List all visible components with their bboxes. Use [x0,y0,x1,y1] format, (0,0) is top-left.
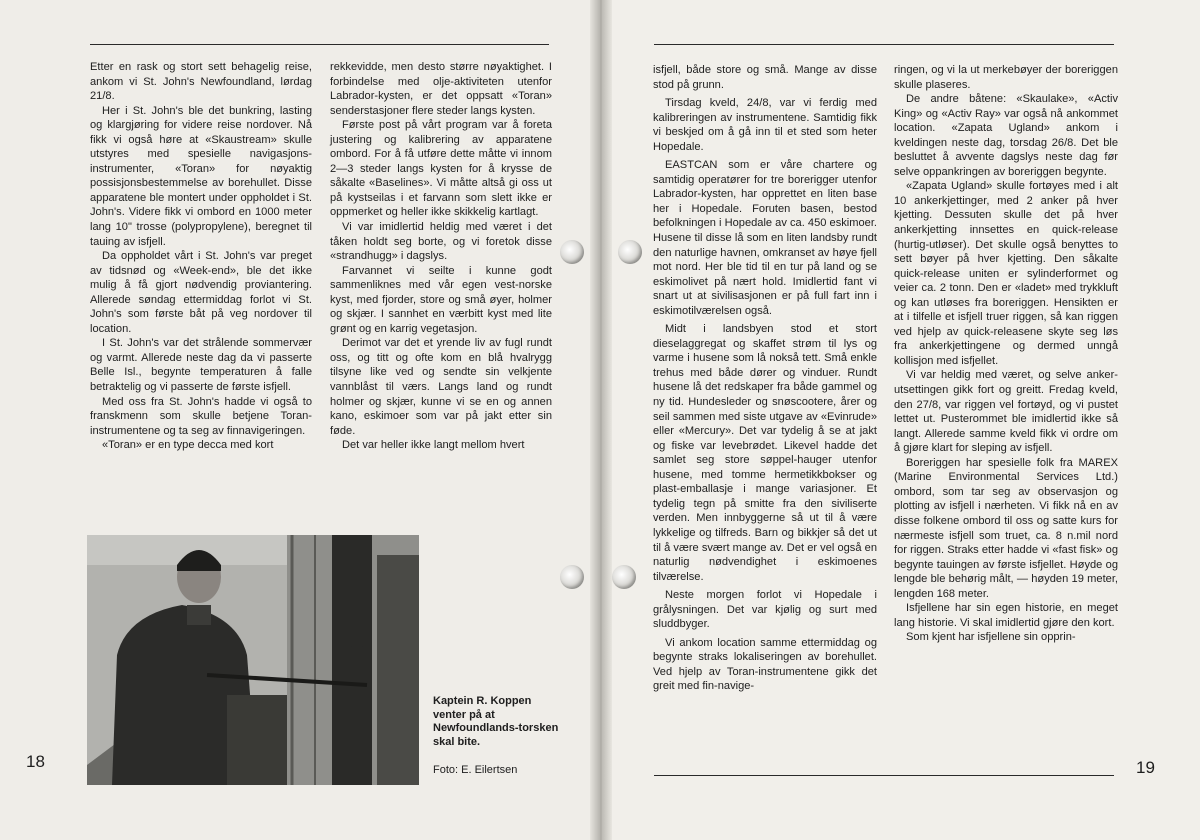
paragraph: ringen, og vi la ut merkebøyer der boreriggen skulle plaseres. [894,64,1118,91]
binding-hole-icon [560,240,584,264]
photo-illustration [87,535,419,785]
paragraph: Vi var imidlertid heldig med været i det tåken holdt seg borte, og vi foretok disse «strandhugg» i dagslys. [330,221,552,263]
paragraph: Da oppholdet vårt i St. John's var preget av tidsnød og «Week-end», ble det ikke mulig å få gjort nødvendig proviantering. Allerede søndag ettermiddag forlot vi St. John's som første båt på veg nordover til location. [90,250,312,335]
paragraph: Boreriggen har spesielle folk fra MAREX (Marine Environmental Services Ltd.) ombord, som tar seg av observasjon og plotting av isfjell i nærheten. Vi fikk nå en av disse folkene ombord til oss og satte kurs for nærmeste isfjell som truet, ca. 8 n.mil nord for riggen. Straks etter hadde vi «fast fisk» og begynte tauingen av første isfjellet. Høyde og lengde ble behørig målt, — høyden 19 meter, lengden 168 meter. [894,456,1118,600]
paragraph: Derimot var det et yrende liv av fugl rundt oss, og titt og ofte kom en blå hvalrygg tilsyne like ved og sendte sin velkjente vannblåst til værs. Langs land og rundt holmer og skjær, kunne vi se en og annen kano, eskimoer som var på jakt etter sin føde. [330,337,552,437]
paragraph: Vi ankom location samme ettermiddag og begynte straks lokaliseringen av borehullet. Ved hjelp av Toran-instrumentene gikk det greit med fin-navige- [653,636,877,693]
photo-credit: Foto: E. Eilertsen [433,764,518,776]
binding-gutter [590,0,612,840]
paragraph: Det var heller ikke langt mellom hvert [342,439,525,452]
paragraph: isfjell, både store og små. Mange av disse stod på grunn. [653,64,877,91]
paragraph: Her i St. John's ble det bunkring, lasting og klargjøring for videre reise nordover. Nå fikk vi også høre at «Skaustream» skulle utstyres med spesielle navigasjons-instrumenter, «Toran» for nøyaktig possisjonsbestemmelse av borehullet. Disse apparatene ble montert under oppholdet i St. John's. Videre fikk vi ombord en 1000 meter lang 10" trosse (polypropylene), beregnet til tauing av isfjell. [90,104,312,248]
paragraph: Som kjent har isfjellene sin opprin- [906,631,1076,644]
paragraph: Neste morgen forlot vi Hopedale i grålysningen. Det var kjølig og surt med sluddbyger. [653,589,877,631]
right-column-1 [653,63,877,694]
left-column-2 [330,60,552,453]
right-column-2 [894,63,1118,645]
photo-caption: Kaptein R. Koppen venter på at Newfoundlands-torsken skal bite. [433,695,559,748]
paragraph: Etter en rask og stort sett behagelig reise, ankom vi St. John's Newfoundland, lørdag 21/8. [90,61,312,103]
page-number: 18 [26,752,45,771]
paragraph: «Zapata Ugland» skulle fortøyes med i alt 10 ankerkjettinger, med 2 anker på hver kjetting. Dessuten skulle det på hver ankerkjetting innsettes en quick-release (hurtig-utløser). Det skulle også benyttes to sett bøyer på hver kjetting. Den såkalte quick-release uniten er sylinderformet og veier ca. 2 tonn. Den er «ladet» med trykkluft og kan utløses fra boreriggen. Hensikten er at i tilfelle et isfjell truer riggen, så kan riggen ved hjelp av quick-releasene skyte seg løs fra ankerkjettingene og dermed unngå kollisjon med isfjellet. [894,180,1118,367]
paragraph: I St. John's var det strålende sommervær og varmt. Allerede neste dag da vi passerte Belle Isl., begynte temperaturen å falle betraktelig og vi passerte de første isfjell. [90,337,312,394]
paragraph: Med oss fra St. John's hadde vi også to franskmenn som skulle betjene Toran-instrumentene og ta seg av finnavigeringen. [90,395,312,437]
paragraph: Farvannet vi seilte i kunne godt sammenliknes med vår egen vest-norske kyst, med fjorder, store og små øyer, holmer og skjær. I sannhet en værbitt kyst med lite grønt og en karrig vegetasjon. [330,264,552,335]
paragraph: De andre båtene: «Skaulake», «Activ King» og «Activ Ray» var også nå ankommet location. «Zapata Ugland» ankom i kveldingen neste dag, torsdag 26/8. Det ble besluttet å avvente dagslys neste dag før selve oppankringen av boreriggen begynte. [894,93,1118,178]
paragraph: Midt i landsbyen stod et stort dieselaggregat og skaffet strøm til lys og varme i husene som lå nokså tett. Små enkle trehus med både dører og vinduer. Rundt husene lå det redskaper fra både gammel og ny tid. Hundesleder og snøscootere, årer og seil sammen med siste utgave av «Evinrude» eller «Mercury». Det var tydelig å se at jakt og fiske var levebrødet. Likevel hadde det samlet seg store søppel-hauger utenfor husene, med tomme hermetikkbokser og plast-emballasje i mange variasjoner. Et tydelig tegn på smitte fra den siviliserte verden. Men innbyggerne så ut til å være lykkelige og tilfreds. Barn og bikkjer så det ut til å være svært mange av. Det er vel også en naturlig nødvendighet i eskimoenes tilværelse. [653,323,877,583]
binding-hole-icon [612,565,636,589]
top-rule [90,44,549,45]
paragraph: Isfjellene har sin egen historie, en meget lang historie. Vi skal imidlertid gjøre den kort. [894,602,1118,629]
binding-hole-icon [618,240,642,264]
right-page [602,0,1200,840]
bottom-rule [654,775,1114,776]
paragraph: EASTCAN som er våre chartere og samtidig operatører for tre borerigger utenfor Labrador-kysten, har opprettet en liten base her i Hopedale. Foruten basen, bestod befolkningen i Hopedale av ca. 450 eskimoer. Husene til disse lå som en liten landsby rundt den naturlige havnen, omkranset av høye fjell mot nord. Her ble tid til en tur på land og se eskimolivet på nært hold. Imidlertid fant vi snart ut at sivilisasjonen er på full fart inn i eskimotilværelsen også. [653,159,877,317]
page-number: 19 [1136,758,1155,777]
left-column-1 [90,60,312,453]
paragraph: Første post på vårt program var å foreta justering og kalibrering av apparatene ombord. For å få utføre dette måtte vi innom 2—3 steder langs kysten for å krysse de såkalte «Baselines». Vi måtte altså gi oss ut på kystseilas i et farvann som slett ikke er oppmerket og heller ikke skikkelig kartlagt. [330,119,552,219]
paragraph: «Toran» er en type decca med kort [102,439,274,452]
paragraph: Tirsdag kveld, 24/8, var vi ferdig med kalibreringen av instrumentene. Samtidig fikk vi beskjed om å gå inn til et sted som heter Hopedale. [653,97,877,153]
photo-captain [87,535,419,785]
binding-hole-icon [560,565,584,589]
left-page [0,0,598,840]
paragraph: rekkevidde, men desto større nøyaktighet. I forbindelse med olje-aktiviteten utenfor Labrador-kysten, er det oppsatt «Toran» senderstasjoner flere steder langs kysten. [330,61,552,117]
top-rule [654,44,1114,45]
paragraph: Vi var heldig med været, og selve anker-utsettingen gikk fort og greitt. Fredag kveld, den 27/8, var riggen vel fortøyd, og vi pustet lettet ut. Pusterommet ble imidlertid ikke så langt. Allerede samme kveld fikk vi ordre om å gjøre klart for sleping av isfjell. [894,369,1118,455]
